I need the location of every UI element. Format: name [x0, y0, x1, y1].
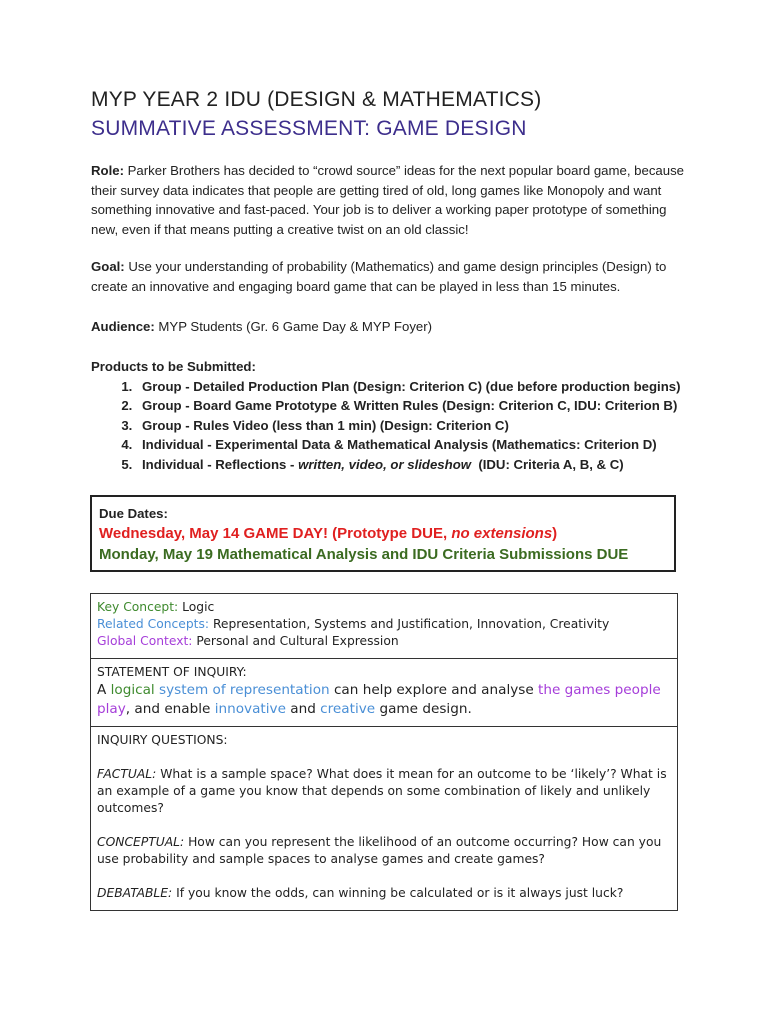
document-subtitle: SUMMATIVE ASSESSMENT: GAME DESIGN	[91, 117, 527, 140]
debatable-text: If you know the odds, can winning be calculated or is it always just luck?	[172, 886, 624, 900]
soi-part: logical	[110, 682, 155, 698]
due-line1-pre: Wednesday, May 14 GAME DAY! (Prototype DUE,	[99, 525, 452, 542]
item5-emphasis: written, video, or slideshow	[298, 456, 472, 472]
due-dates-label: Due Dates:	[99, 506, 168, 521]
list-item: 3. Group - Rules Video (less than 1 min) (Design: Criterion C)	[136, 416, 691, 436]
products-section	[91, 357, 691, 474]
conceptual-label: CONCEPTUAL:	[97, 835, 185, 849]
related-concepts-row	[97, 616, 671, 633]
item5-post: (IDU: Criteria A, B, & C)	[471, 456, 624, 472]
role-paragraph	[91, 161, 691, 239]
audience-label: Audience:	[91, 319, 155, 334]
inquiry-questions-label: INQUIRY QUESTIONS:	[97, 733, 228, 747]
soi-part: A	[97, 682, 111, 698]
factual-label: FACTUAL:	[97, 767, 157, 781]
goal-label: Goal:	[91, 259, 125, 274]
soi-part: , and enable	[125, 701, 215, 717]
factual-question	[97, 766, 671, 817]
list-item: 2. Group - Board Game Prototype & Written Rules (Design: Criterion C, IDU: Criterion B)	[136, 396, 691, 416]
global-context-value: Personal and Cultural Expression	[192, 634, 399, 648]
soi-part: creative	[320, 701, 376, 717]
key-concept-value: Logic	[178, 600, 215, 614]
due-line1-post: )	[552, 525, 558, 542]
soi-part: the games people play	[97, 682, 661, 717]
soi-part: innovative	[214, 701, 286, 717]
key-concept-row	[97, 599, 671, 616]
due-dates-box	[90, 495, 676, 572]
role-text: Parker Brothers has decided to “crowd source” ideas for the next popular board game, because their survey data indicates that people are getting tired of old, long games like Monopoly and want something innovative and fast-paced. Your job is to deliver a working paper prototype of something new, even if that means putting a creative twist on an old classic!	[91, 163, 685, 237]
document-title: MYP YEAR 2 IDU (DESIGN & MATHEMATICS)	[91, 88, 542, 111]
item5-pre: Individual - Reflections -	[142, 456, 299, 472]
statement-of-inquiry-text	[97, 681, 671, 719]
products-label: Products to be Submitted:	[91, 359, 256, 374]
related-concepts-value: Representation, Systems and Justification, Innovation, Creativity	[209, 617, 610, 631]
due-line2-date: Monday, May 19	[99, 546, 213, 563]
global-context-label: Global Context:	[97, 634, 193, 648]
soi-part: and	[285, 701, 321, 717]
concepts-box	[90, 593, 678, 659]
due-line1-emphasis: no extensions	[451, 525, 553, 542]
conceptual-text: How can you represent the likelihood of an outcome occurring? How can you use probability and sample spaces to analyse games and create games?	[97, 835, 662, 866]
role-label: Role:	[91, 163, 124, 178]
statement-of-inquiry-label: STATEMENT OF INQUIRY:	[97, 665, 247, 679]
due-date-game-day	[99, 523, 667, 544]
audience-paragraph	[91, 317, 691, 337]
debatable-label: DEBATABLE:	[97, 886, 173, 900]
debatable-question	[97, 885, 671, 902]
conceptual-question	[97, 834, 671, 868]
global-context-row	[97, 633, 671, 650]
goal-text: Use your understanding of probability (Mathematics) and game design principles (Design) to create an innovative and engaging board game that can be played in less than 15 minutes.	[91, 259, 667, 294]
key-concept-label: Key Concept:	[97, 600, 179, 614]
audience-text: MYP Students (Gr. 6 Game Day & MYP Foyer)	[154, 319, 433, 334]
inquiry-questions-box	[90, 726, 678, 911]
goal-paragraph	[91, 257, 691, 296]
products-list	[91, 377, 691, 475]
due-date-analysis	[99, 544, 667, 565]
soi-part: can help explore and analyse	[329, 682, 539, 698]
list-item: 4. Individual - Experimental Data & Mathematical Analysis (Mathematics: Criterion D)	[136, 435, 691, 455]
soi-part: system of representation	[159, 682, 330, 698]
soi-part: game design.	[375, 701, 472, 717]
related-concepts-label: Related Concepts:	[97, 617, 210, 631]
list-item: 1. Group - Detailed Production Plan (Design: Criterion C) (due before production begins)	[136, 377, 691, 397]
factual-text: What is a sample space? What does it mean for an outcome to be ‘likely’? What is an example of a game you know that depends on some combination of likely and unlikely outcomes?	[97, 767, 667, 815]
list-item	[136, 455, 691, 475]
statement-of-inquiry-box	[90, 658, 678, 727]
due-line2-rest: Mathematical Analysis and IDU Criteria Submissions DUE	[212, 546, 629, 563]
